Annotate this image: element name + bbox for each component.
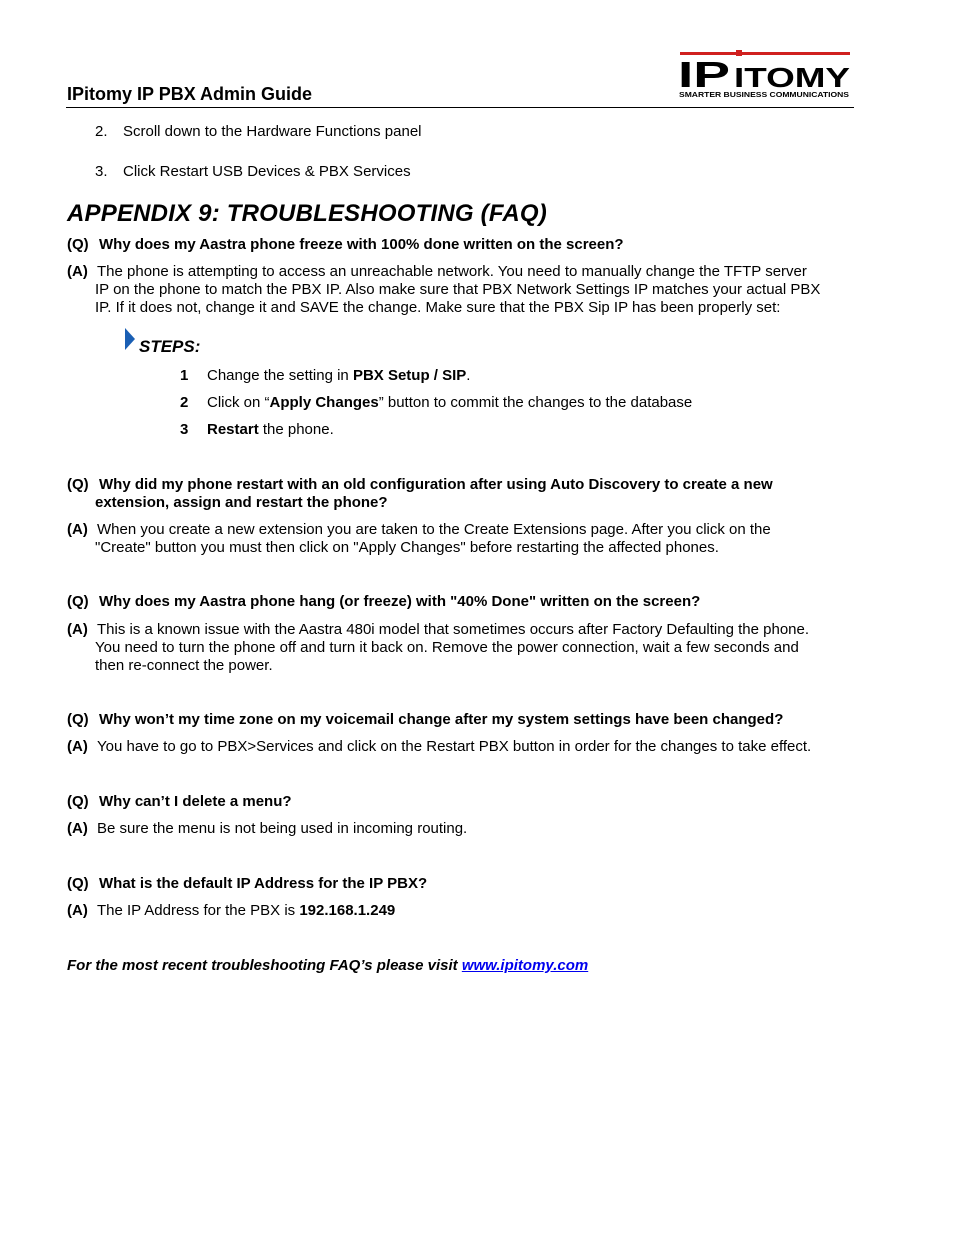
question-text: What is the default IP Address for the IP PBX?: [99, 875, 428, 892]
ipitomy-website-link[interactable]: www.ipitomy.com: [461, 957, 589, 974]
svg-text:ITOMY: ITOMY: [734, 62, 851, 93]
question-text: extension, assign and restart the phone?: [95, 494, 388, 511]
question-text: Why can’t I delete a menu?: [99, 793, 292, 810]
answer-label: (A): [67, 621, 88, 638]
answer-label: (A): [67, 738, 88, 755]
footer-text: For the most recent troubleshooting FAQ’s please visit: [67, 957, 462, 974]
answer-line: The IP Address for the PBX is: [97, 902, 300, 919]
step-text: [207, 421, 334, 438]
step-text-bold: Restart: [207, 421, 259, 438]
answer-line: IP on the phone to match the PBX IP. Also make sure that PBX Network Settings IP matches your actual PBX: [95, 281, 821, 298]
faq-question: [67, 793, 292, 811]
answer-label: (A): [67, 902, 88, 919]
triangle-bullet-icon: [125, 328, 135, 350]
question-label: (Q): [67, 476, 89, 493]
faq-question: [67, 476, 773, 512]
faq-answer: [67, 820, 467, 838]
question-label: (Q): [67, 875, 89, 892]
step-text-part: the phone.: [258, 421, 334, 438]
steps-heading: STEPS:: [139, 337, 201, 356]
header-divider: [66, 107, 854, 108]
step-text-part: Change the setting in: [207, 367, 353, 384]
faq-answer: [67, 263, 820, 317]
prev-step-text: Scroll down to the Hardware Functions panel: [123, 123, 422, 140]
question-label: (Q): [67, 593, 89, 610]
answer-line: then re-connect the power.: [95, 657, 273, 674]
faq-answer: [67, 521, 771, 557]
step-text-part: ” button to commit the changes to the database: [378, 394, 693, 411]
answer-line: You have to go to PBX>Services and click on the Restart PBX button in order for the changes to take effect.: [97, 738, 812, 755]
answer-line: The phone is attempting to access an unreachable network. You need to manually change the TFTP server: [97, 263, 807, 280]
faq-footer-note: [67, 957, 588, 974]
faq-answer: [67, 902, 395, 920]
answer-label: (A): [67, 820, 88, 837]
step-number: 1: [180, 367, 189, 384]
ipitomy-logo: [676, 50, 854, 100]
appendix-heading: APPENDIX 9: TROUBLESHOOTING (FAQ): [67, 200, 547, 227]
question-text: Why did my phone restart with an old configuration after using Auto Discovery to create a new: [99, 476, 773, 493]
question-text: Why does my Aastra phone freeze with 100% done written on the screen?: [99, 236, 624, 253]
document-title: IPitomy IP PBX Admin Guide: [67, 84, 313, 104]
faq-question: [67, 236, 624, 254]
prev-step-text: Click Restart USB Devices & PBX Services: [123, 163, 411, 180]
step-number: 2: [180, 394, 189, 411]
svg-text:IP: IP: [678, 54, 730, 95]
step-text: [207, 367, 470, 384]
step-number: 3: [180, 421, 189, 438]
step-text-bold: Apply Changes: [269, 394, 379, 411]
faq-answer: [67, 621, 809, 675]
answer-line: You need to turn the phone off and turn it back on. Remove the power connection, wait a few seconds and: [95, 639, 799, 656]
faq-question: [67, 875, 427, 893]
answer-line: This is a known issue with the Aastra 480i model that sometimes occurs after Factory Defaulting the phone.: [97, 621, 810, 638]
answer-label: (A): [67, 521, 88, 538]
step-text: [207, 394, 692, 411]
faq-question: [67, 593, 700, 611]
answer-line: "Create" button you must then click on "Apply Changes" before restarting the affected phones.: [95, 539, 719, 556]
answer-line: IP. If it does not, change it and SAVE the change. Make sure that the PBX Sip IP has been properly set:: [95, 299, 781, 316]
svg-text:SMARTER BUSINESS COMMUNICATION: SMARTER BUSINESS COMMUNICATIONS: [679, 90, 850, 99]
faq-answer: [67, 738, 811, 756]
answer-line: When you create a new extension you are taken to the Create Extensions page. After you click on the: [97, 521, 771, 538]
step-text-bold: PBX Setup / SIP: [352, 367, 467, 384]
answer-line: Be sure the menu is not being used in incoming routing.: [97, 820, 468, 837]
question-text: Why won’t my time zone on my voicemail change after my system settings have been changed?: [99, 711, 784, 728]
question-label: (Q): [67, 793, 89, 810]
step-text-part: Click on “: [207, 394, 270, 411]
default-ip-address: 192.168.1.249: [299, 902, 396, 919]
prev-step-number: 2.: [95, 123, 108, 140]
step-text-part: .: [466, 367, 471, 384]
question-text: Why does my Aastra phone hang (or freeze) with "40% Done" written on the screen?: [99, 593, 701, 610]
prev-step-number: 3.: [95, 163, 108, 180]
faq-question: [67, 711, 783, 729]
question-label: (Q): [67, 236, 89, 253]
answer-label: (A): [67, 263, 88, 280]
question-label: (Q): [67, 711, 89, 728]
